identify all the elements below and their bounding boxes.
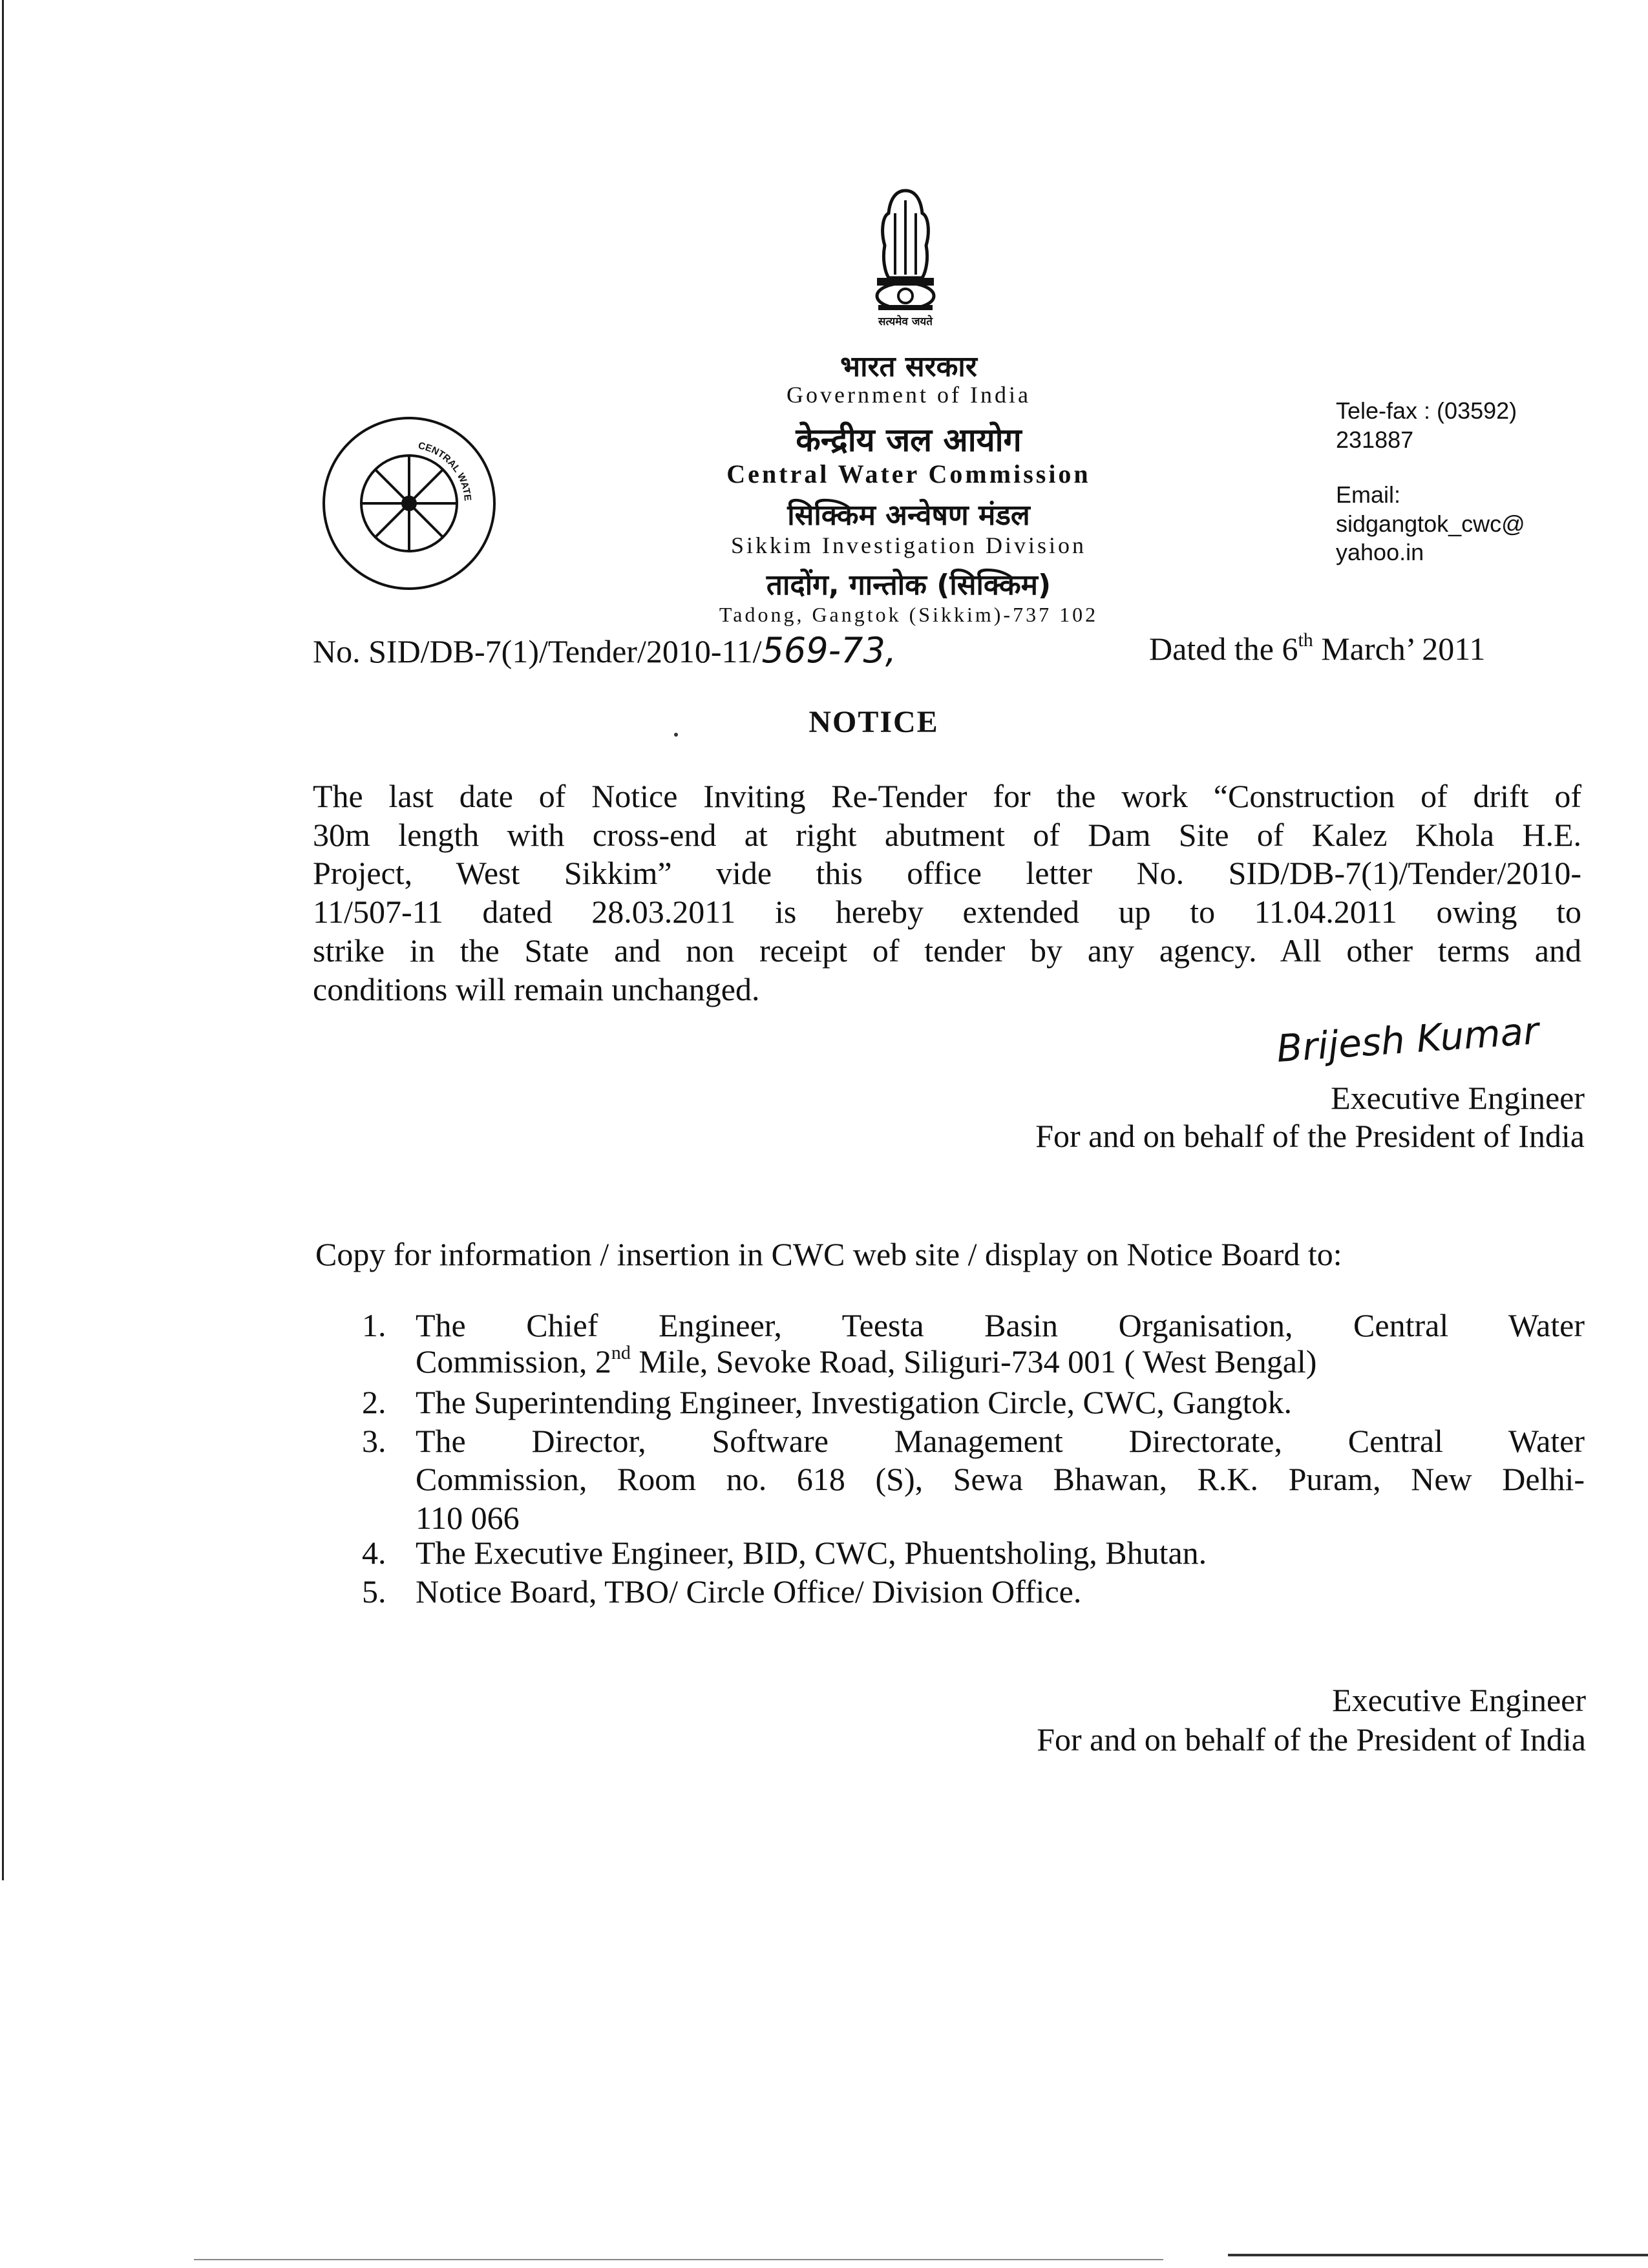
signatory-behalf: For and on behalf of the President of India — [1035, 1118, 1585, 1154]
org-english: Central Water Commission — [726, 459, 1091, 488]
list-number: 2. — [362, 1384, 386, 1420]
email-label: Email: — [1336, 481, 1401, 508]
scan-bottom-line — [1228, 2254, 1648, 2256]
email-line2: yahoo.in — [1336, 539, 1424, 565]
copy-to-heading: Copy for information / insertion in CWC web site / display on Notice Board to: — [315, 1236, 1342, 1272]
reference-number-prefix: No. SID/DB-7(1)/Tender/2010-11/ — [313, 633, 762, 669]
list-number: 3. — [362, 1423, 386, 1459]
emblem-motto: सत्यमेव जयते — [878, 315, 933, 328]
division-hindi: सिक्किम अन्वेषण मंडल — [787, 499, 1030, 532]
list-number: 4. — [362, 1535, 386, 1571]
list-number: 1. — [362, 1307, 386, 1343]
date-suffix: th — [1298, 629, 1313, 651]
list-item-line: The Chief Engineer, Teesta Basin Organisation, Central Water — [416, 1307, 1585, 1343]
address-hindi: तादोंग, गान्तोक (सिक्किम) — [766, 569, 1051, 602]
reference-number — [313, 630, 896, 671]
list-text: Commission, 2 — [416, 1343, 611, 1380]
cwc-seal — [321, 415, 497, 591]
email-line1: sidgangtok_cwc@ — [1336, 510, 1525, 537]
scan-bottom-line — [194, 2259, 1163, 2260]
body-line: strike in the State and non receipt of tender by any agency. All other terms and — [313, 932, 1581, 969]
list-item-line: 110 066 — [416, 1500, 520, 1536]
signatory-designation: Executive Engineer — [1331, 1080, 1585, 1116]
list-item-line: Notice Board, TBO/ Circle Office/ Division Office. — [416, 1573, 1082, 1610]
notice-title: NOTICE — [808, 705, 939, 739]
division-english: Sikkim Investigation Division — [730, 532, 1086, 558]
reference-date — [1149, 630, 1485, 667]
body-line: 30m length with cross-end at right abutment of Dam Site of Kalez Khola H.E. — [313, 817, 1581, 853]
govt-hindi: भारत सरकार — [840, 350, 977, 383]
closing-designation: Executive Engineer — [1332, 1682, 1586, 1718]
list-item-line: The Executive Engineer, BID, CWC, Phuentsholing, Bhutan. — [416, 1535, 1207, 1571]
telefax-line2: 231887 — [1336, 426, 1414, 453]
body-line: conditions will remain unchanged. — [313, 971, 760, 1007]
scan-edge-line — [2, 0, 4, 1880]
body-line: The last date of Notice Inviting Re-Tender for the work “Construction of drift of — [313, 778, 1581, 814]
national-emblem — [869, 187, 942, 330]
list-item-line: The Superintending Engineer, Investigation Circle, CWC, Gangtok. — [416, 1384, 1293, 1420]
govt-english: Government of India — [787, 382, 1031, 408]
body-line: Project, West Sikkim” vide this office letter No. SID/DB-7(1)/Tender/2010- — [313, 855, 1581, 891]
list-item-line — [416, 1343, 1316, 1380]
list-item-line: Commission, Room no. 618 (S), Sewa Bhawan, R.K. Puram, New Delhi- — [416, 1461, 1585, 1497]
list-item-line: The Director, Software Management Directorate, Central Water — [416, 1423, 1585, 1459]
reference-number-handwritten: 569-73, — [761, 630, 896, 671]
list-number: 5. — [362, 1573, 386, 1610]
list-text: Mile, Sevoke Road, Siliguri-734 001 ( West Bengal) — [630, 1343, 1317, 1380]
telefax-line1: Tele-fax : (03592) — [1336, 397, 1517, 424]
stray-dot — [674, 733, 678, 737]
handwritten-signature: Brijesh Kumar — [1275, 1008, 1540, 1071]
date-month-year: March’ 2011 — [1313, 631, 1486, 667]
closing-behalf: For and on behalf of the President of India — [1037, 1721, 1586, 1758]
body-line: 11/507-11 dated 28.03.2011 is hereby extended up to 11.04.2011 owing to — [313, 894, 1581, 930]
org-hindi: केन्द्रीय जल आयोग — [796, 421, 1022, 459]
date-text: Dated the 6 — [1149, 631, 1298, 667]
address-english: Tadong, Gangtok (Sikkim)-737 102 — [719, 603, 1099, 626]
svg-text:CENTRAL WATER COMMISSION: CENTRAL WATE — [417, 440, 474, 502]
list-text-sup: nd — [611, 1342, 631, 1363]
